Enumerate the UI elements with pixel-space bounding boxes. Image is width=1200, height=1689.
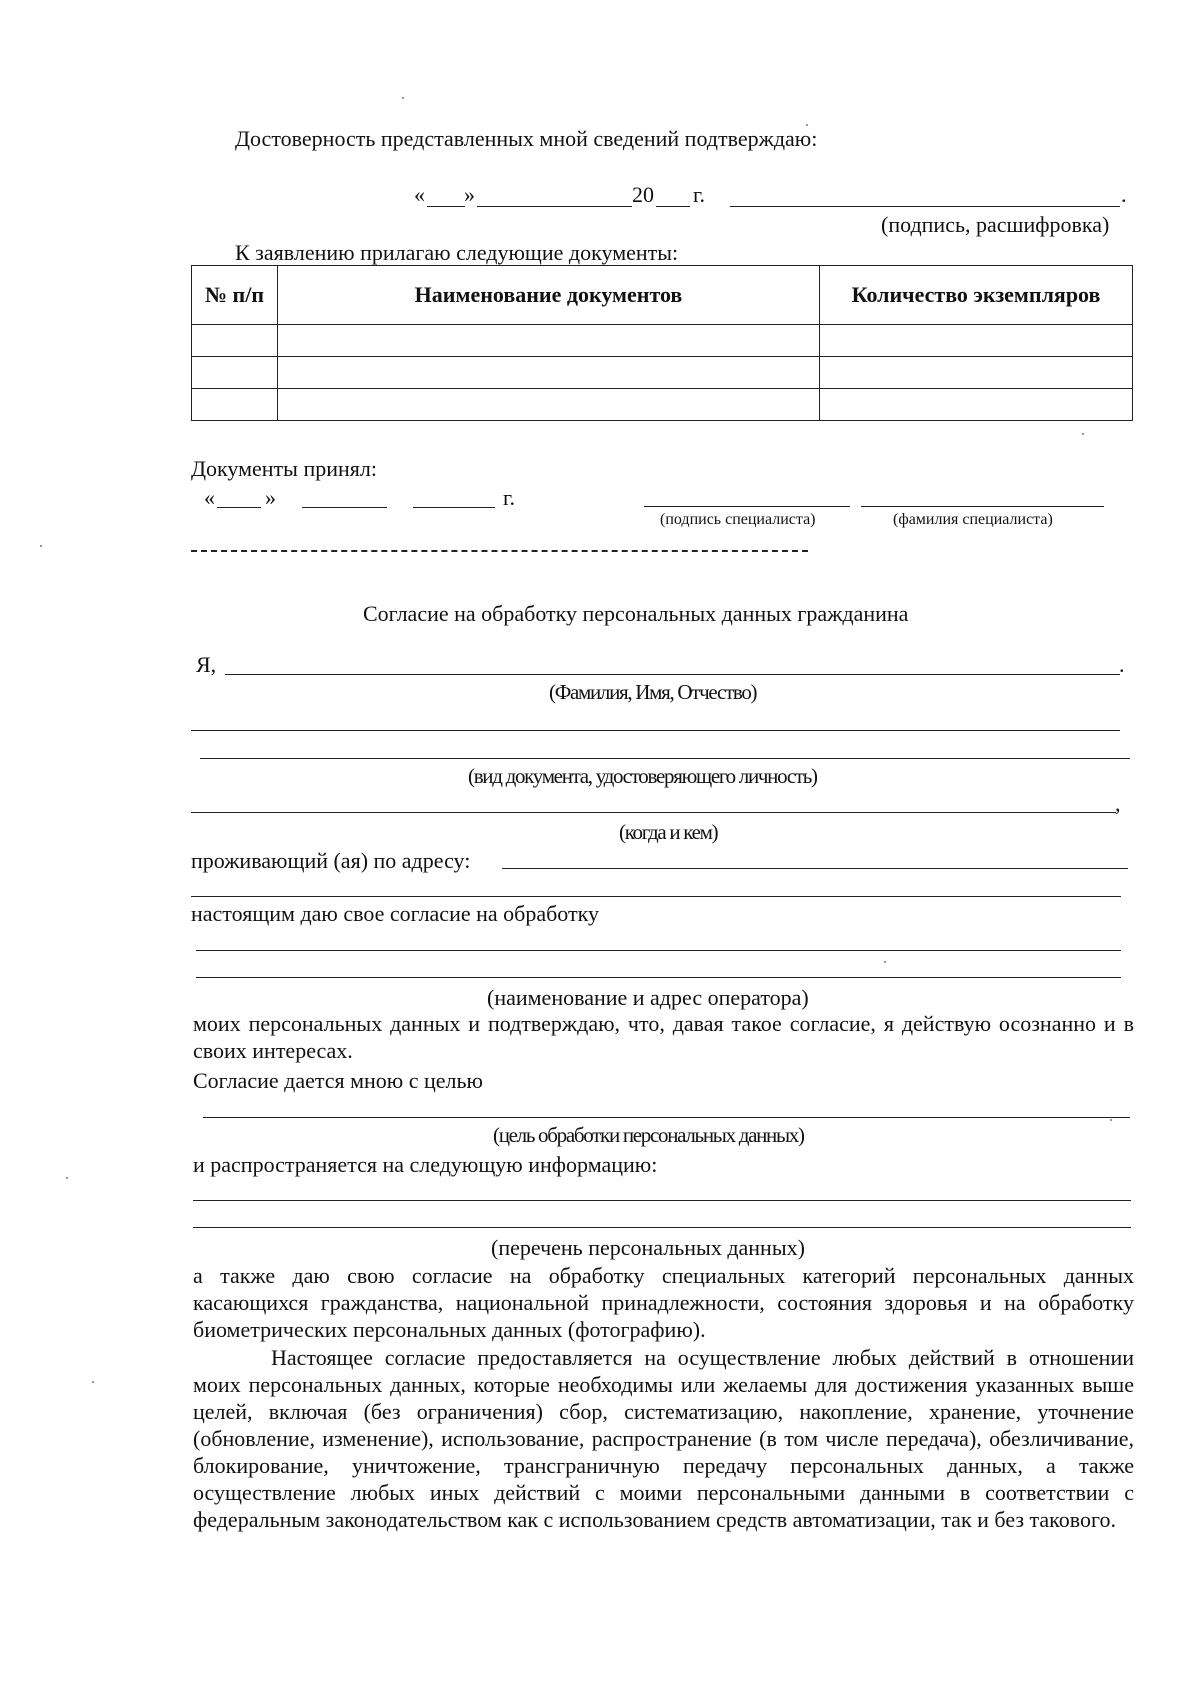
special-categories-text: а также даю свою согласие на обработку специальных категорий персональных данных касающихся гражданства, национальной принадлежности, состояния здоровья и на обработку биометрических персональных данных (фотографию).: [193, 1263, 1134, 1342]
data-list-caption: (перечень персональных данных): [491, 1235, 805, 1260]
signature-period: .: [1121, 182, 1127, 207]
fio-period: .: [1119, 652, 1125, 677]
table-row: [192, 357, 1133, 389]
table-cell[interactable]: [820, 389, 1133, 421]
purpose-line[interactable]: [203, 1117, 1130, 1118]
table-cell[interactable]: [278, 325, 820, 357]
consent-title: Согласие на обработку персональных данных гражданина: [363, 601, 909, 626]
consent-to-processing: настоящим даю свое согласие на обработку: [191, 901, 599, 926]
table-row: [192, 389, 1133, 421]
own-data-text: моих персональных данных и подтверждаю, что, давая такое согласие, я действую осознанно и в своих интересах.: [193, 1011, 1134, 1063]
scan-speck: [40, 545, 42, 547]
acceptance-year-line[interactable]: [413, 507, 495, 508]
table-cell[interactable]: [278, 389, 820, 421]
issued-line[interactable]: [191, 812, 1116, 813]
specialist-name-caption: (фамилия специалиста): [893, 511, 1053, 528]
data-list-line-2[interactable]: [193, 1227, 1131, 1228]
specialist-signature-line[interactable]: [644, 506, 850, 507]
scan-speck: [806, 124, 808, 126]
specialist-name-line[interactable]: [861, 506, 1104, 507]
date-year-prefix: 20: [632, 182, 654, 207]
acceptance-month-line[interactable]: [302, 507, 387, 508]
scan-speck: [92, 1381, 94, 1383]
operator-caption: (наименование и адрес оператора): [487, 985, 809, 1010]
when-by-whom-caption: (когда и кем): [619, 820, 718, 844]
date-year-suffix: г.: [693, 182, 706, 207]
specialist-signature-caption: (подпись специалиста): [660, 511, 816, 528]
address-line-2[interactable]: [191, 896, 1121, 897]
fio-line[interactable]: [225, 674, 1120, 675]
scan-speck: [1110, 1119, 1112, 1121]
purpose-caption: (цель обработки персональных данных): [493, 1123, 804, 1147]
fio-caption: (Фамилия, Имя, Отчество): [549, 680, 757, 704]
scope-text: Настоящее согласие предоставляется на осуществление любых действий в отношении моих персональных данных, которые необходимы или желаемы для достижения указанных выше целей, включая (без ограничения) сбор, систематизацию, накопление, хранение, уточнение (обновление, изменение), использование, распространение (в том числе передача), обезличивание, блокирование, уничтожение, трансграничную передачу персональных данных, а также осуществление любых иных действий с моими персональными данными в соответствии с федеральным законодательством как с использованием средств автоматизации, так и без такового.: [193, 1345, 1134, 1532]
scan-speck: [884, 961, 886, 963]
id-document-line-1[interactable]: [191, 730, 1120, 731]
column-number: № п/п: [192, 266, 278, 325]
table-row: [192, 325, 1133, 357]
column-copies: Количество экземпляров: [820, 266, 1133, 325]
consent-i-label: Я,: [196, 652, 217, 677]
special-categories-paragraph: [193, 1262, 1134, 1343]
date-open-quote: «: [414, 182, 425, 207]
table-cell[interactable]: [192, 389, 278, 421]
scope-paragraph: [193, 1344, 1134, 1533]
table-cell[interactable]: [278, 357, 820, 389]
issued-comma: ,: [1115, 791, 1121, 816]
confirmation-heading: Достоверность представленных мной сведений подтверждаю:: [235, 126, 818, 151]
acceptance-day-line[interactable]: [217, 507, 261, 508]
cut-line: [191, 550, 808, 552]
date-year-line[interactable]: [656, 206, 690, 207]
address-label: проживающий (ая) по адресу:: [191, 848, 471, 873]
date-month-line[interactable]: [477, 206, 632, 207]
address-line-1[interactable]: [502, 868, 1128, 869]
data-list-line-1[interactable]: [193, 1200, 1131, 1201]
table-cell[interactable]: [820, 325, 1133, 357]
signature-line[interactable]: [730, 206, 1120, 207]
table-cell[interactable]: [192, 325, 278, 357]
id-document-line-2[interactable]: [200, 758, 1130, 759]
attachments-intro: К заявлению прилагаю следующие документы:: [235, 240, 679, 265]
column-document-name: Наименование документов: [278, 266, 820, 325]
date-day-line[interactable]: [427, 206, 465, 207]
acceptance-close-quote: »: [265, 485, 276, 510]
acceptance-open-quote: «: [204, 485, 215, 510]
attachments-table: [191, 265, 1133, 421]
date-close-quote: »: [464, 182, 475, 207]
table-cell[interactable]: [820, 357, 1133, 389]
operator-line-2[interactable]: [196, 977, 1121, 978]
scan-speck: [402, 97, 404, 99]
table-header-row: [192, 266, 1133, 325]
table-cell[interactable]: [192, 357, 278, 389]
operator-line-1[interactable]: [196, 950, 1121, 951]
purpose-label: Согласие дается мною с целью: [193, 1068, 483, 1093]
extends-to-label: и распространяется на следующую информацию:: [193, 1152, 658, 1177]
scan-speck: [1082, 433, 1084, 435]
signature-caption: (подпись, расшифровка): [881, 212, 1110, 237]
own-data-paragraph: [193, 1010, 1134, 1064]
acceptance-label: Документы принял:: [191, 456, 377, 481]
scan-speck: [66, 1177, 68, 1179]
id-document-caption: (вид документа, удостоверяющего личность): [468, 764, 817, 788]
acceptance-year-suffix: г.: [503, 485, 516, 510]
